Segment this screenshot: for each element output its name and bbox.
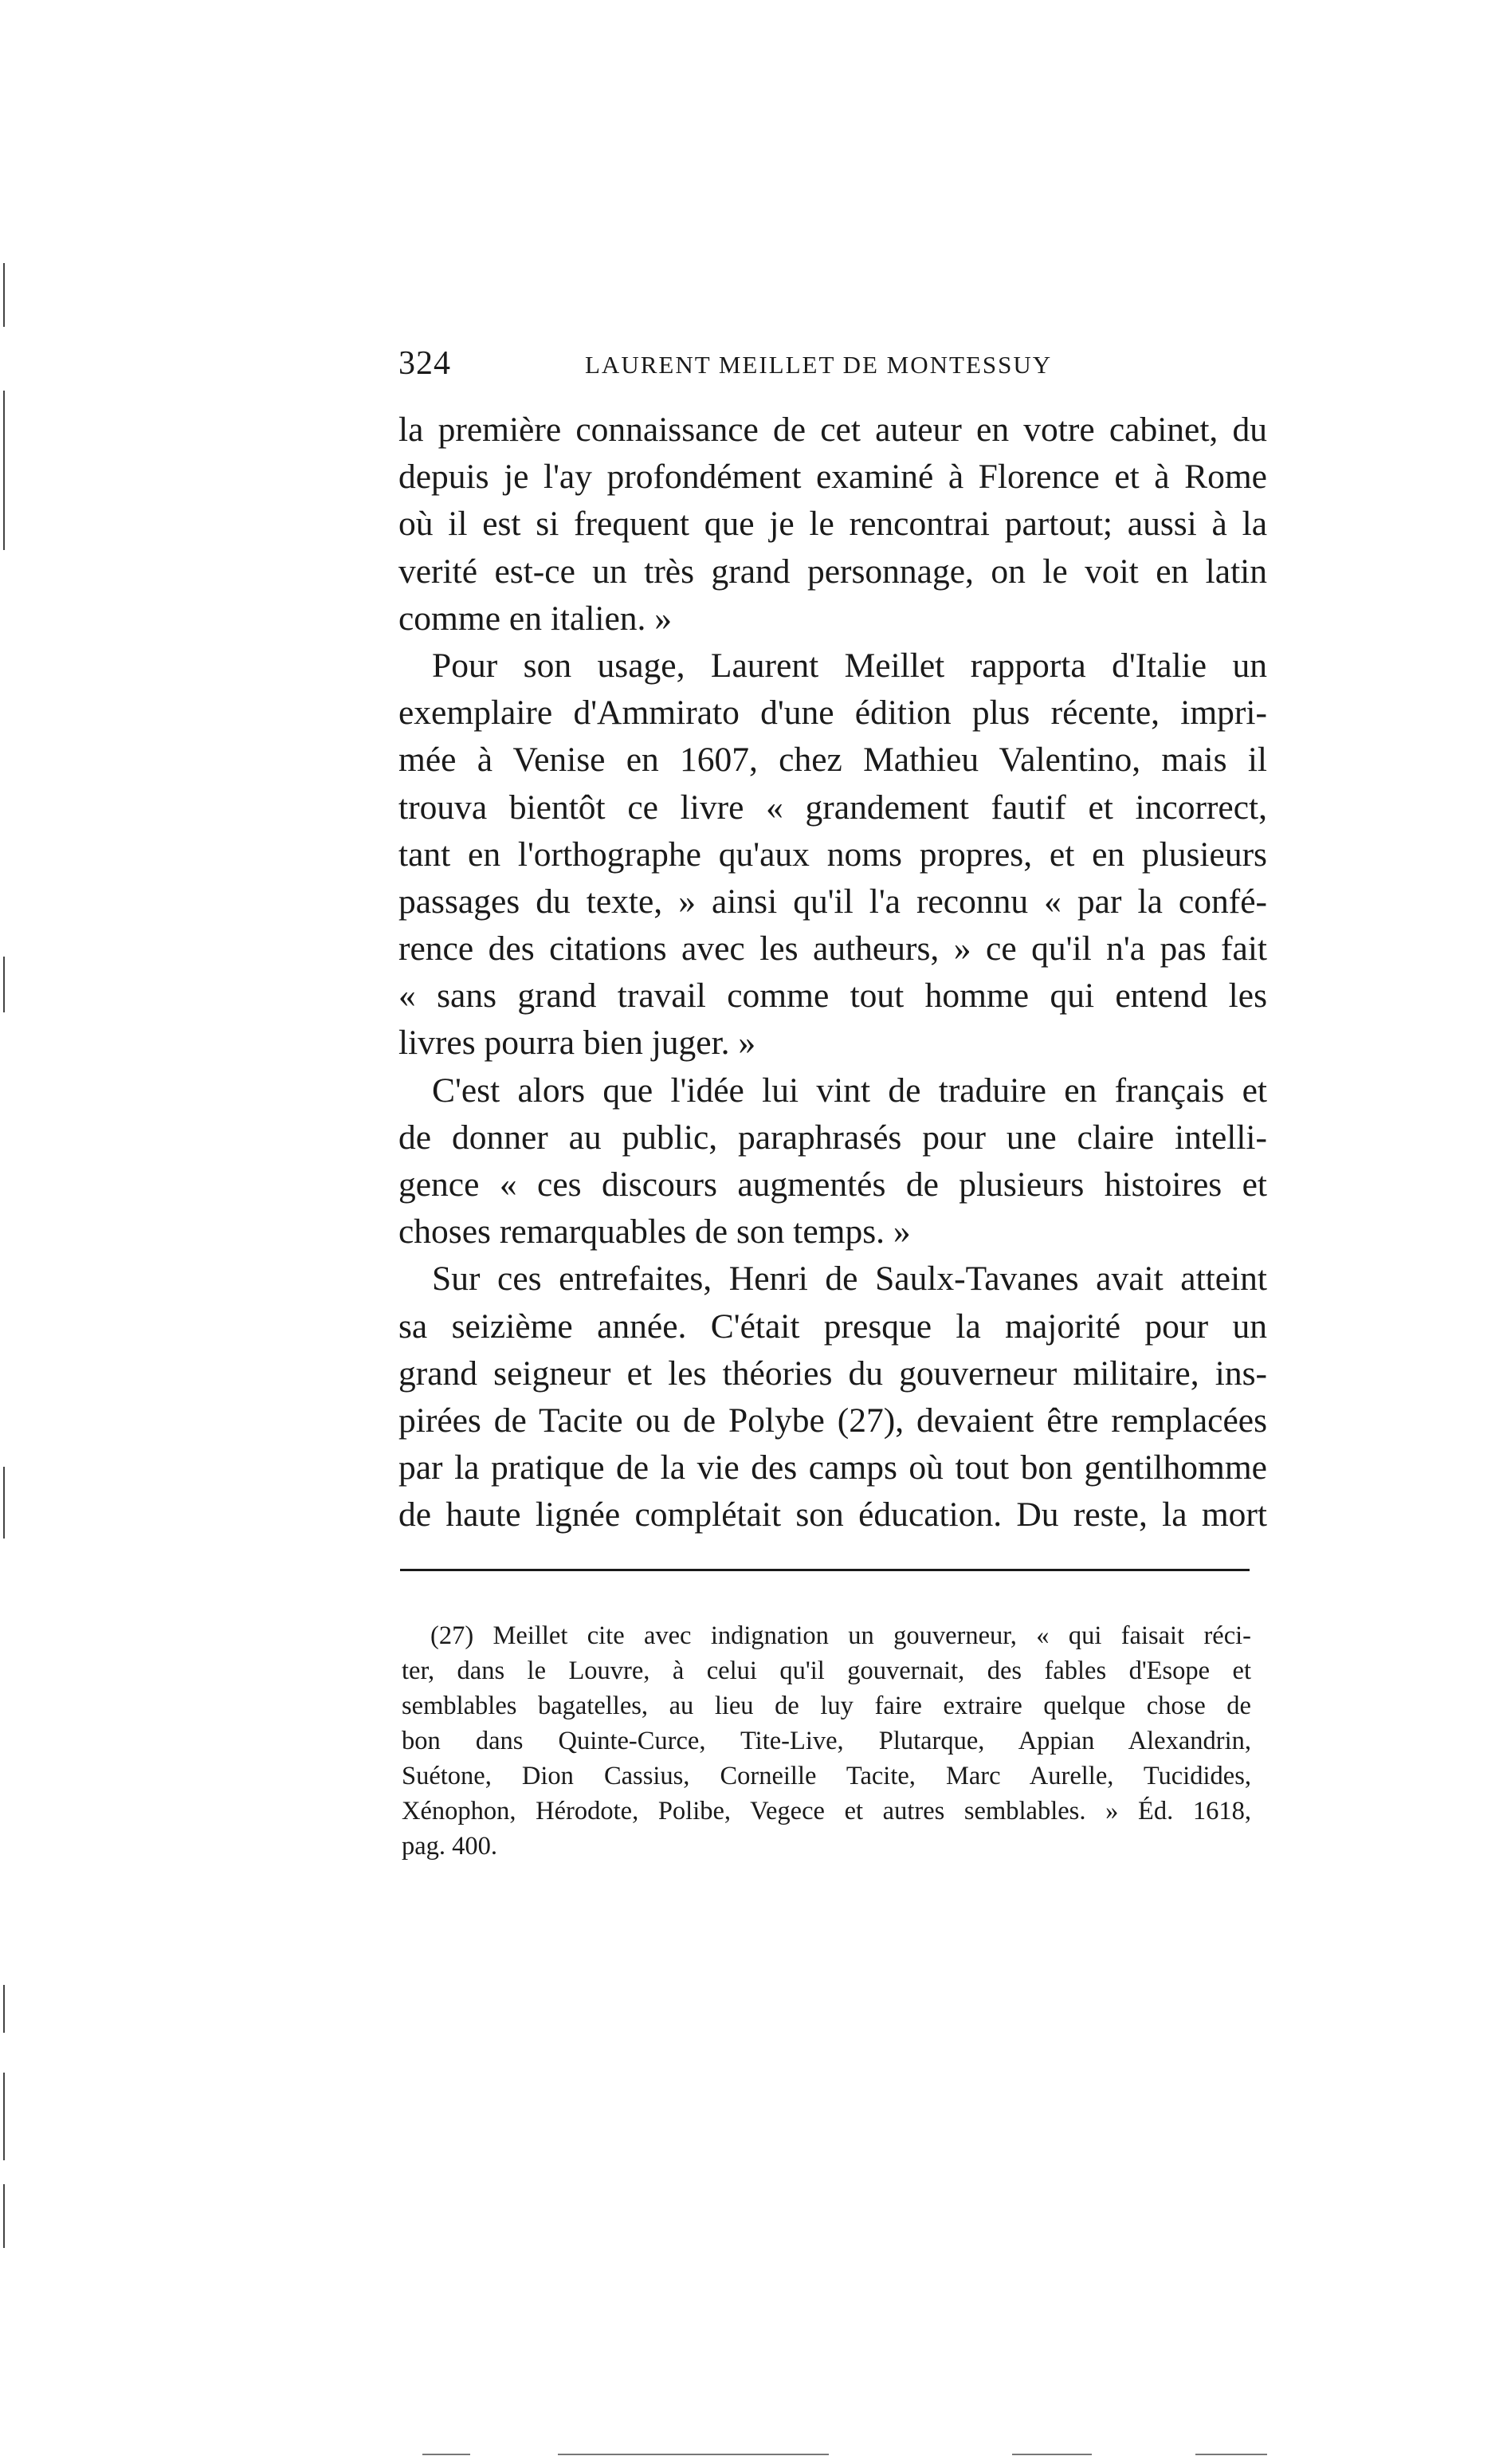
- scan-edge-mark: [3, 1985, 5, 2033]
- text-line: rence des citations avec les autheurs, » ce qu'il n'a pas fait: [398, 929, 1267, 969]
- body-text: [398, 407, 1267, 1539]
- text-line: tant en l'orthographe qu'aux noms propres, et en plusieurs: [398, 835, 1267, 874]
- footnote-line: (27) Meillet cite avec indignation un gouverneur, « qui faisait réci-: [430, 1621, 1251, 1650]
- text-line: grand seigneur et les théories du gouverneur militaire, ins-: [398, 1354, 1267, 1393]
- footnote-line: pag. 400.: [402, 1832, 498, 1861]
- text-line: Sur ces entrefaites, Henri de Saulx-Tavanes avait atteint: [432, 1260, 1267, 1299]
- scan-bottom-mark: [1195, 2454, 1267, 2455]
- scan-edge-mark: [3, 391, 5, 550]
- text-line: de donner au public, paraphrasés pour une claire intelli-: [398, 1118, 1267, 1157]
- text-line: « sans grand travail comme tout homme qui entend les: [398, 977, 1267, 1016]
- footnote: [402, 1618, 1251, 1864]
- running-title: LAURENT MEILLET DE MONTESSUY: [585, 351, 1053, 379]
- text-line: C'est alors que l'idée lui vint de traduire en français et: [432, 1071, 1267, 1110]
- page-number: 324: [398, 345, 451, 382]
- page-header: [398, 344, 1275, 392]
- text-line: où il est si frequent que je le rencontrai partout; aussi à la: [398, 505, 1267, 544]
- footnote-line: ter, dans le Louvre, à celui qu'il gouvernait, des fables d'Esope et: [402, 1656, 1251, 1685]
- text-line: gence « ces discours augmentés de plusieurs histoires et: [398, 1165, 1267, 1204]
- text-line: la première connaissance de cet auteur en votre cabinet, du: [398, 411, 1267, 449]
- text-line: passages du texte, » ainsi qu'il l'a reconnu « par la confé-: [398, 882, 1267, 921]
- scan-edge-mark: [3, 957, 5, 1012]
- text-line: trouva bientôt ce livre « grandement fautif et incorrect,: [398, 788, 1267, 827]
- text-line: de haute lignée complétait son éducation. Du reste, la mort: [398, 1495, 1267, 1535]
- text-line: choses remarquables de son temps. »: [398, 1212, 911, 1252]
- text-line: sa seizième année. C'était presque la majorité pour un: [398, 1307, 1267, 1346]
- scan-edge-mark: [3, 263, 5, 327]
- text-line: exemplaire d'Ammirato d'une édition plus récente, impri-: [398, 694, 1267, 733]
- text-line: comme en italien. »: [398, 599, 673, 638]
- text-line: verité est-ce un très grand personnage, on le voit en latin: [398, 552, 1267, 591]
- text-line: par la pratique de la vie des camps où tout bon gentilhomme: [398, 1448, 1267, 1487]
- text-line: mée à Venise en 1607, chez Mathieu Valentino, mais il: [398, 741, 1267, 780]
- scan-edge-mark: [3, 2184, 5, 2248]
- footnote-line: bon dans Quinte-Curce, Tite-Live, Plutarque, Appian Alexandrin,: [402, 1727, 1251, 1755]
- scan-bottom-mark: [1012, 2454, 1092, 2455]
- text-line: livres pourra bien juger. »: [398, 1024, 756, 1063]
- text-line: Pour son usage, Laurent Meillet rapporta d'Italie un: [432, 646, 1267, 685]
- footnote-rule: [400, 1569, 1250, 1571]
- text-line: depuis je l'ay profondément examiné à Florence et à Rome: [398, 458, 1267, 497]
- scan-bottom-mark: [422, 2454, 470, 2455]
- scan-edge-mark: [3, 1467, 5, 1539]
- scan-bottom-mark: [558, 2454, 829, 2455]
- text-line: pirées de Tacite ou de Polybe (27), devaient être remplacées: [398, 1401, 1267, 1440]
- footnote-line: Xénophon, Hérodote, Polibe, Vegece et autres semblables. » Éd. 1618,: [402, 1797, 1251, 1825]
- footnote-line: semblables bagatelles, au lieu de luy faire extraire quelque chose de: [402, 1692, 1251, 1720]
- footnote-line: Suétone, Dion Cassius, Corneille Tacite, Marc Aurelle, Tucidides,: [402, 1762, 1251, 1790]
- scan-edge-mark: [3, 2073, 5, 2160]
